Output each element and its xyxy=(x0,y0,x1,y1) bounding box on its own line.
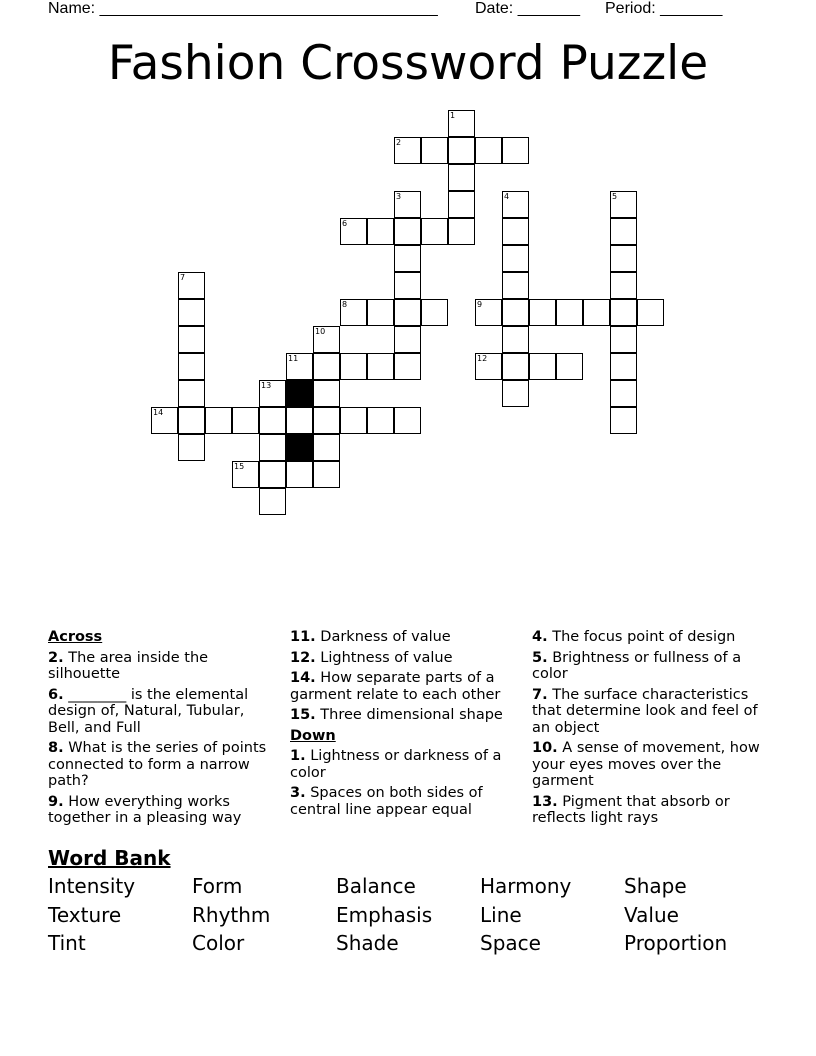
word-bank-item: Line xyxy=(480,903,522,927)
crossword-cell[interactable] xyxy=(340,299,367,326)
crossword-cell[interactable] xyxy=(475,137,502,164)
period-field-label: Period: _______ xyxy=(605,0,723,17)
crossword-cell[interactable] xyxy=(205,407,232,434)
crossword-cell[interactable] xyxy=(286,353,313,380)
clue-across-14: 14. How separate parts of a garment relate to each other xyxy=(290,670,501,703)
word-bank-item: Color xyxy=(192,931,245,955)
crossword-cell[interactable] xyxy=(340,407,367,434)
clue-down-3: 3. Spaces on both sides of central line appear equal xyxy=(290,785,483,818)
clue-number-label: 1 xyxy=(450,111,456,120)
clue-number-label: 3 xyxy=(396,192,402,201)
crossword-block xyxy=(286,434,313,461)
crossword-cell[interactable] xyxy=(448,137,475,164)
crossword-cell[interactable] xyxy=(556,353,583,380)
clue-across-11: 11. Darkness of value xyxy=(290,629,451,645)
word-bank-item: Balance xyxy=(336,874,416,898)
clue-across-6: 6. ________ is the elemental design of, Natural, Tubular, Bell, and Full xyxy=(48,686,249,736)
crossword-cell[interactable] xyxy=(421,299,448,326)
crossword-cell[interactable] xyxy=(259,488,286,515)
crossword-cell[interactable] xyxy=(610,245,637,272)
crossword-cell[interactable] xyxy=(313,434,340,461)
crossword-cell[interactable] xyxy=(394,245,421,272)
clue-number-label: 7 xyxy=(180,273,186,282)
clues-column-3 xyxy=(532,629,768,831)
crossword-cell[interactable] xyxy=(394,299,421,326)
clue-number-label: 15 xyxy=(234,462,245,471)
crossword-cell[interactable] xyxy=(502,245,529,272)
word-bank-item: Proportion xyxy=(624,931,728,955)
crossword-cell[interactable] xyxy=(178,353,205,380)
word-bank-item: Form xyxy=(192,874,243,898)
crossword-block xyxy=(286,380,313,407)
crossword-cell[interactable] xyxy=(367,353,394,380)
clue-number-label: 6 xyxy=(342,219,348,228)
clue-number-label: 14 xyxy=(153,408,164,417)
crossword-cell[interactable] xyxy=(475,299,502,326)
crossword-cell[interactable] xyxy=(340,218,367,245)
crossword-cell[interactable] xyxy=(313,380,340,407)
crossword-cell[interactable] xyxy=(394,326,421,353)
crossword-cell[interactable] xyxy=(583,299,610,326)
crossword-cell[interactable] xyxy=(313,461,340,488)
crossword-cell[interactable] xyxy=(286,461,313,488)
clue-number-label: 13 xyxy=(261,381,272,390)
clue-down-1: 1. Lightness or darkness of a color xyxy=(290,748,502,781)
crossword-cell[interactable] xyxy=(394,191,421,218)
clue-number-label: 12 xyxy=(477,354,488,363)
crossword-cell[interactable] xyxy=(448,218,475,245)
word-bank-item: Tint xyxy=(48,931,86,955)
crossword-cell[interactable] xyxy=(313,326,340,353)
crossword-cell[interactable] xyxy=(610,380,637,407)
crossword-cell[interactable] xyxy=(151,407,178,434)
date-field-label: Date: _______ xyxy=(475,0,580,17)
clue-number-label: 11 xyxy=(288,354,299,363)
crossword-cell[interactable] xyxy=(178,299,205,326)
word-bank-item: Space xyxy=(480,931,541,955)
crossword-cell[interactable] xyxy=(556,299,583,326)
clue-number-label: 5 xyxy=(612,192,618,201)
crossword-cell[interactable] xyxy=(394,353,421,380)
word-bank-title: Word Bank xyxy=(48,846,171,870)
crossword-cell[interactable] xyxy=(448,110,475,137)
clue-down-10: 10. A sense of movement, how your eyes moves over the garment xyxy=(532,740,760,789)
crossword-cell[interactable] xyxy=(502,191,529,218)
crossword-cell[interactable] xyxy=(529,353,556,380)
crossword-cell[interactable] xyxy=(259,380,286,407)
crossword-cell[interactable] xyxy=(178,407,205,434)
crossword-cell[interactable] xyxy=(313,353,340,380)
down-heading: Down xyxy=(290,727,336,744)
clue-across-9: 9. How everything works together in a pleasing way xyxy=(48,793,242,826)
crossword-cell[interactable] xyxy=(421,218,448,245)
clue-down-7: 7. The surface characteristics that determine look and feel of an object xyxy=(532,686,758,736)
word-bank-item: Intensity xyxy=(48,874,136,898)
crossword-cell[interactable] xyxy=(502,218,529,245)
crossword-cell[interactable] xyxy=(178,326,205,353)
crossword-cell[interactable] xyxy=(502,299,529,326)
crossword-cell[interactable] xyxy=(394,218,421,245)
clue-number-label: 10 xyxy=(315,327,326,336)
word-bank-item: Value xyxy=(624,903,679,927)
word-bank-item: Shade xyxy=(336,931,399,955)
crossword-cell[interactable] xyxy=(259,434,286,461)
crossword-cell[interactable] xyxy=(502,272,529,299)
name-field-label: Name: ______________________________________ xyxy=(48,0,438,17)
crossword-cell[interactable] xyxy=(421,137,448,164)
crossword-cell[interactable] xyxy=(502,326,529,353)
clue-number-label: 8 xyxy=(342,300,348,309)
crossword-cell[interactable] xyxy=(529,299,556,326)
clue-down-13: 13. Pigment that absorb or reflects light rays xyxy=(532,793,730,826)
clue-across-15: 15. Three dimensional shape xyxy=(290,707,503,723)
word-bank-item: Texture xyxy=(48,903,122,927)
clues-column-1 xyxy=(48,629,278,831)
crossword-cell[interactable] xyxy=(610,191,637,218)
crossword-cell[interactable] xyxy=(394,272,421,299)
crossword-cell[interactable] xyxy=(259,407,286,434)
crossword-cell[interactable] xyxy=(502,137,529,164)
crossword-cell[interactable] xyxy=(637,299,664,326)
crossword-cell[interactable] xyxy=(610,299,637,326)
crossword-cell[interactable] xyxy=(448,164,475,191)
clue-down-4: 4. The focus point of design xyxy=(532,629,736,645)
crossword-cell[interactable] xyxy=(610,326,637,353)
crossword-cell[interactable] xyxy=(367,299,394,326)
crossword-cell[interactable] xyxy=(286,407,313,434)
crossword-cell[interactable] xyxy=(448,191,475,218)
crossword-cell[interactable] xyxy=(340,353,367,380)
clue-across-8: 8. What is the series of points connected to form a narrow path? xyxy=(48,740,267,789)
clue-number-label: 2 xyxy=(396,138,402,147)
clues-column-2 xyxy=(290,629,522,822)
clue-across-2: 2. The area inside the silhouette xyxy=(48,649,209,682)
crossword-cell[interactable] xyxy=(394,137,421,164)
crossword-cell[interactable] xyxy=(178,380,205,407)
crossword-cell[interactable] xyxy=(610,272,637,299)
word-bank-item: Emphasis xyxy=(336,903,433,927)
crossword-cell[interactable] xyxy=(610,353,637,380)
crossword-cell[interactable] xyxy=(610,218,637,245)
crossword-cell[interactable] xyxy=(475,353,502,380)
crossword-cell[interactable] xyxy=(394,407,421,434)
crossword-cell[interactable] xyxy=(502,380,529,407)
page-title: Fashion Crossword Puzzle xyxy=(107,36,709,91)
crossword-cell[interactable] xyxy=(232,461,259,488)
crossword-cell[interactable] xyxy=(610,407,637,434)
word-bank-item: Rhythm xyxy=(192,903,271,927)
clue-across-12: 12. Lightness of value xyxy=(290,649,453,666)
crossword-cell[interactable] xyxy=(367,407,394,434)
crossword-cell[interactable] xyxy=(232,407,259,434)
crossword-cell[interactable] xyxy=(367,218,394,245)
crossword-cell[interactable] xyxy=(313,407,340,434)
clue-number-label: 9 xyxy=(477,300,483,309)
word-bank-item: Shape xyxy=(624,874,687,898)
crossword-cell[interactable] xyxy=(259,461,286,488)
clue-number-label: 4 xyxy=(504,192,510,201)
word-bank-item: Harmony xyxy=(480,874,572,898)
crossword-cell[interactable] xyxy=(178,434,205,461)
crossword-cell[interactable] xyxy=(502,353,529,380)
across-heading: Across xyxy=(48,629,103,645)
crossword-cell[interactable] xyxy=(178,272,205,299)
clue-down-5: 5. Brightness or fullness of a color xyxy=(532,649,742,682)
